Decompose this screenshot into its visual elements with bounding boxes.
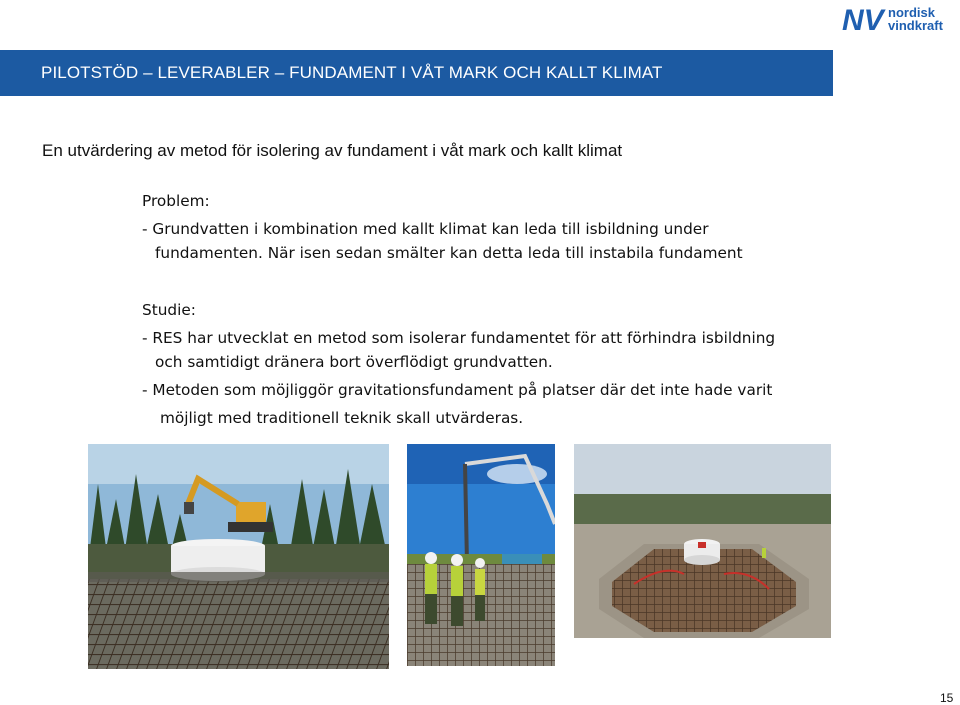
logo-word-top: nordisk [888, 5, 935, 20]
logo-word-bottom: vindkraft [888, 18, 943, 33]
study-line-1: - RES har utvecklat en metod som isolerar fundamentet för att förhindra isbildning [142, 329, 776, 347]
photo-concrete-pouring [407, 444, 555, 666]
study-line-4: möjligt med traditionell teknik skall utvärderas. [160, 409, 524, 427]
study-heading: Studie: [142, 301, 196, 319]
problem-line-2: fundamenten. När isen sedan smälter kan detta leda till instabila fundament [155, 244, 743, 262]
page-number: 15 [940, 691, 954, 705]
slide-subtitle: En utvärdering av metod för isolering av fundament i våt mark och kallt klimat [42, 141, 623, 160]
problem-heading: Problem: [142, 192, 210, 210]
photo-octagonal-foundation [574, 444, 831, 638]
photo-excavator-foundation [88, 444, 389, 669]
svg-text:NV: NV [842, 4, 884, 37]
nordisk-vindkraft-logo [842, 2, 956, 40]
study-line-2: och samtidigt dränera bort överflödigt grundvatten. [155, 353, 553, 371]
problem-line-1: - Grundvatten i kombination med kallt klimat kan leda till isbildning under [142, 220, 709, 238]
slide-title: PILOTSTÖD – LEVERABLER – FUNDAMENT I VÅT MARK OCH KALLT KLIMAT [41, 63, 663, 82]
study-line-3: - Metoden som möjliggör gravitationsfundament på platser där det inte hade varit [142, 381, 773, 399]
